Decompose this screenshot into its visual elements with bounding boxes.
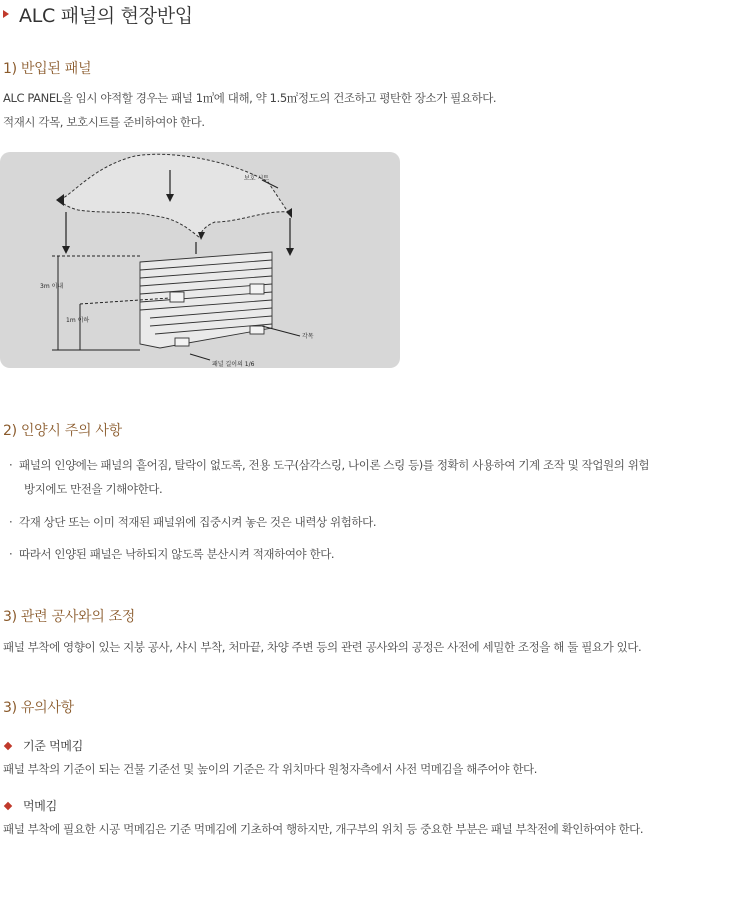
label-panel-length: 패널 길이의 1/6 <box>212 361 255 368</box>
diamond-bullet-icon <box>4 801 12 809</box>
section1-heading: 1) 반입된 패널 <box>3 61 92 77</box>
sub-heading-2-text: 먹메김 <box>23 799 57 813</box>
bullet-dot: · <box>9 458 13 472</box>
section1-line-1: ALC PANEL을 임시 야적할 경우는 패널 1㎥에 대해, 약 1.5㎡정도의 건조하고 평탄한 장소가 필요하다. <box>3 91 497 105</box>
section2-heading: 2) 인양시 주의 사항 <box>3 423 122 439</box>
section2-item-1-text: 패널의 인양에는 패널의 흩어짐, 탈락이 없도록, 전용 도구(삼각스링, 나이론 스링 등)를 정확히 사용하여 기계 조작 및 작업원의 위험 <box>19 458 650 472</box>
sub-heading-1 <box>3 737 83 754</box>
bullet-dot: · <box>9 515 13 529</box>
section2-item-1-cont: 방지에도 만전을 기해야한다. <box>24 482 163 496</box>
section2-item-2-text: 각재 상단 또는 이미 적재된 패널위에 집중시켜 놓은 것은 내력상 위험하다. <box>19 515 377 529</box>
section2-item-3-text: 따라서 인양된 패널은 낙하되지 않도록 분산시켜 적재하여야 한다. <box>19 547 335 561</box>
bullet-dot: · <box>9 547 13 561</box>
section3-text: 패널 부착에 영향이 있는 지붕 공사, 샤시 부착, 처마끝, 차양 주변 등의 관련 공사와의 공정은 사전에 세밀한 조정을 해 둘 필요가 있다. <box>3 640 642 654</box>
stacking-diagram <box>0 152 402 370</box>
label-3m: 3m 이내 <box>40 283 64 290</box>
label-1m: 1m 이하 <box>66 317 90 324</box>
sub-text-2: 패널 부착에 필요한 시공 먹메김은 기준 먹메김에 기초하여 행하지만, 개구부의 위치 등 중요한 부분은 패널 부착전에 확인하여야 한다. <box>3 822 644 836</box>
diamond-bullet-icon <box>4 741 12 749</box>
sub-text-1: 패널 부착의 기준이 되는 건물 기준선 및 높이의 기준은 각 위치마다 원청자측에서 사전 먹메김을 해주어야 한다. <box>3 762 537 776</box>
section2-item-2 <box>9 514 376 530</box>
stacking-diagram-svg <box>0 152 402 370</box>
section2-item-3 <box>9 546 334 562</box>
sub-heading-1-text: 기준 먹메김 <box>23 739 83 753</box>
section3-heading: 3) 관련 공사와의 조정 <box>3 609 136 625</box>
section4-heading: 3) 유의사항 <box>3 700 74 716</box>
section1-line-2: 적재시 각목, 보호시트를 준비하여야 한다. <box>3 115 205 129</box>
label-timber: 각목 <box>302 333 314 340</box>
page-title-text: ALC 패널의 현장반입 <box>19 4 193 27</box>
title-bullet-icon <box>3 10 9 18</box>
sub-heading-2 <box>3 797 57 814</box>
page-title <box>0 0 193 28</box>
label-protective-sheet: 보호 시트 <box>244 175 270 182</box>
section2-item-1 <box>9 457 649 473</box>
